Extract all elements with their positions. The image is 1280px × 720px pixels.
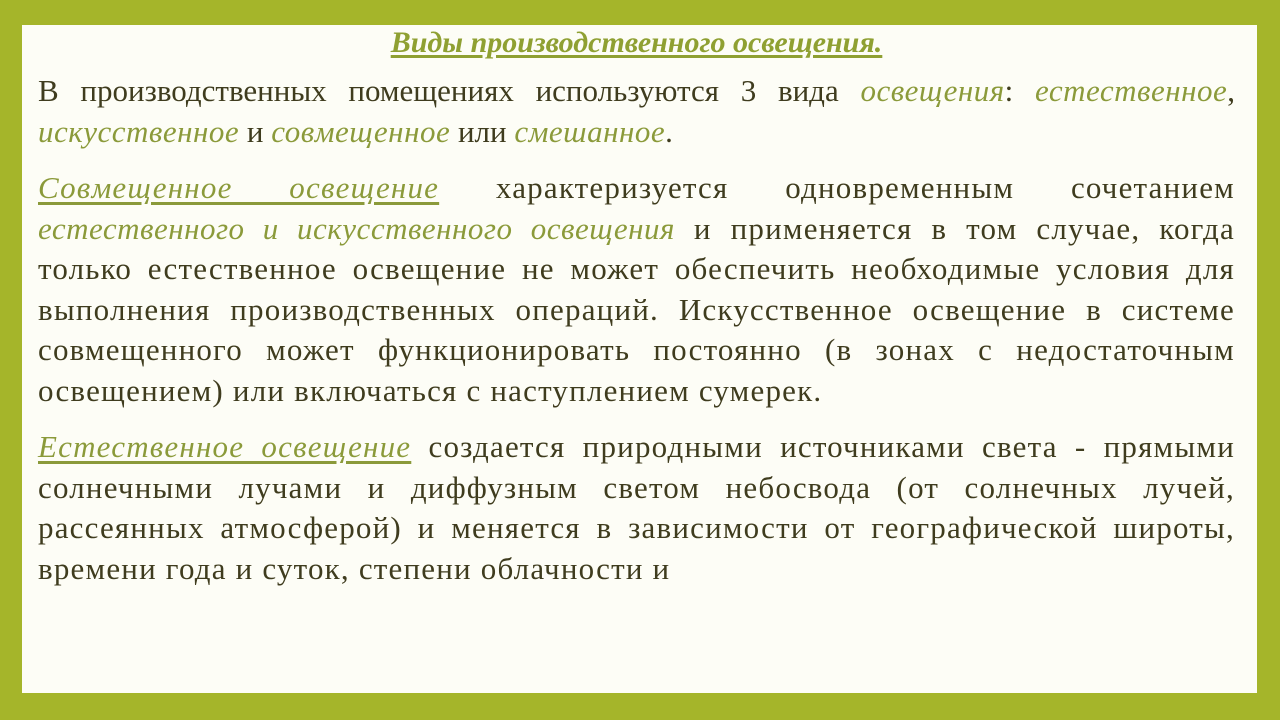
combined-text-2: и применяется в том случае, когда только естественное освещение не может обеспечить необходимые условия для выполнения производственных операций. Искусственное освещение в системе совмещенного может функционировать постоянно (в зонах с недостаточным освещением) или включаться с наступлением сумерек. (38, 210, 1235, 408)
intro-text-3: , (1227, 73, 1235, 108)
intro-text-6: . (665, 113, 673, 149)
paragraph-combined-lighting (38, 168, 1235, 411)
intro-natural-term: естественное (1035, 73, 1228, 108)
intro-combined-term: совмещенное (271, 113, 451, 149)
paragraph-natural-lighting (38, 427, 1235, 589)
slide (22, 25, 1257, 693)
intro-mixed-term: смешанное (514, 113, 666, 149)
intro-text-5: или (450, 113, 515, 149)
combined-text-1: характеризуется одновременным сочетанием (439, 170, 1235, 205)
intro-text-2: : (1004, 73, 1035, 108)
combined-natural-artificial-term: естественного и искусственного освещения (38, 210, 675, 246)
paragraph-intro (38, 71, 1235, 152)
slide-title: Виды производственного освещения. (390, 26, 883, 59)
natural-text-1: создается природными источниками света - прямыми солнечными лучами и диффузным светом небосвода (от солнечных лучей, рассеянных атмосферой) и меняется в зависимости от географической широты, времени года и суток, степени облачности и (38, 429, 1235, 586)
intro-artificial-term: искусственное (38, 113, 240, 149)
natural-lighting-heading: Естественное освещение (38, 429, 412, 464)
combined-lighting-heading: Совмещенное освещение (38, 170, 440, 205)
slide-content (38, 25, 1235, 589)
intro-lighting-term: освещения (860, 73, 1005, 108)
intro-text-1: В производственных помещениях используются 3 вида (38, 73, 861, 108)
intro-text-4: и (239, 113, 272, 149)
